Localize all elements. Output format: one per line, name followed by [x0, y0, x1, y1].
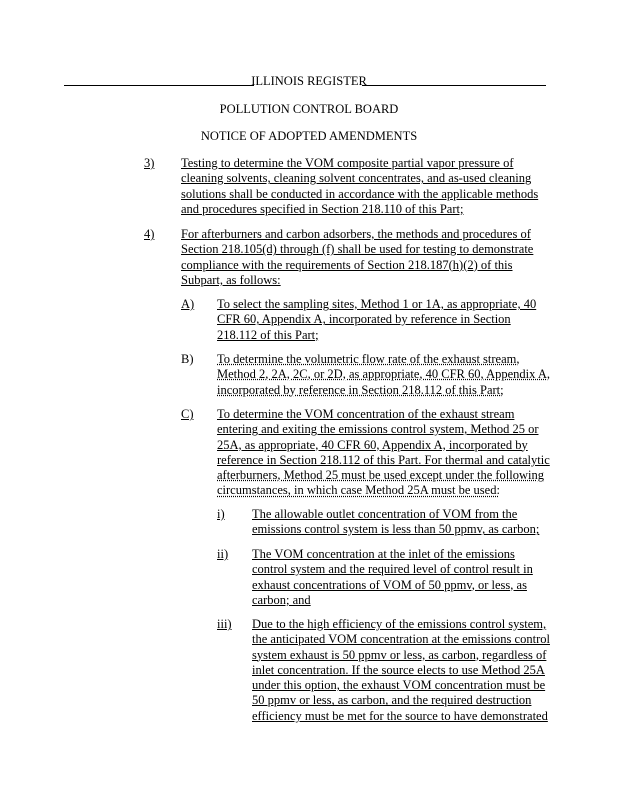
item-4-text	[181, 227, 533, 288]
item-c-line: entering and exiting the emissions control system, Method 25 or	[217, 422, 539, 437]
item-b-line: incorporated by reference in Section 218.112 of this Part;	[217, 382, 504, 397]
item-ii-label: ii)	[217, 547, 229, 561]
item-i-text	[252, 507, 539, 538]
item-a-line: To select the sampling sites, Method 1 or 1A, as appropriate, 40	[217, 297, 537, 311]
item-4-label: 4)	[144, 227, 155, 241]
item-3-line: cleaning solvents, cleaning solvent concentrates, and as-used cleaning	[181, 171, 532, 186]
item-iii-line: efficiency must be met for the source to have demonstrated	[252, 708, 548, 723]
item-4-line: For afterburners and carbon adsorbers, the methods and procedures of	[181, 227, 531, 241]
item-i-line: The allowable outlet concentration of VOM from the	[252, 507, 518, 521]
item-i-label: i)	[217, 507, 225, 521]
item-ii-text	[252, 547, 533, 608]
item-3-line: Testing to determine the VOM composite partial vapor pressure of	[181, 156, 514, 170]
register-title: ILLINOIS REGISTER	[251, 74, 367, 88]
item-a-line: 218.112 of this Part;	[217, 327, 319, 342]
item-c-line: 25A, as appropriate, 40 CFR 60, Appendix A, incorporated by	[217, 437, 528, 452]
item-a-label: A)	[181, 297, 195, 311]
item-4-line: Subpart, as follows:	[181, 272, 281, 287]
item-4-line: Section 218.105(d) through (f) shall be used for testing to demonstrate	[181, 242, 534, 257]
item-c-line: reference in Section 218.112 of this Part. For thermal and catalytic	[217, 452, 550, 467]
item-3-text	[181, 156, 538, 217]
board-title: POLLUTION CONTROL BOARD	[219, 102, 399, 116]
item-b-text	[217, 352, 550, 398]
item-ii-line: The VOM concentration at the inlet of the emissions	[252, 547, 515, 561]
item-a-text	[217, 297, 536, 343]
item-c-line: circumstances, in which case Method 25A must be used:	[217, 483, 500, 498]
item-i-line: emissions control system is less than 50 ppmv, as carbon;	[252, 522, 540, 537]
item-b-line: Method 2, 2A, 2C, or 2D, as appropriate, 40 CFR 60, Appendix A,	[217, 367, 550, 382]
item-c-text	[217, 407, 550, 499]
item-c-line: To determine the VOM concentration of the exhaust stream	[217, 407, 515, 421]
item-iii-line: Due to the high efficiency of the emissions control system,	[252, 617, 547, 631]
item-ii-line: carbon; and	[252, 592, 311, 607]
item-a-line: CFR 60, Appendix A, incorporated by reference in Section	[217, 312, 511, 327]
item-3-line: and procedures specified in Section 218.110 of this Part;	[181, 201, 464, 216]
item-iii-line: inlet concentration. If the source elects to use Method 25A	[252, 662, 545, 677]
item-iii-line: system exhaust is 50 ppmv or less, as carbon, regardless of	[252, 647, 547, 662]
item-ii-line: control system and the required level of control result in	[252, 562, 533, 577]
item-ii-line: exhaust concentrations of VOM of 50 ppmv, or less, as	[252, 577, 527, 592]
item-iii-text	[252, 617, 550, 724]
item-c-line: afterburners, Method 25 must be used except under the following	[217, 468, 544, 483]
item-iii-line: the anticipated VOM concentration at the emissions control	[252, 632, 550, 647]
item-b-line: To determine the volumetric flow rate of the exhaust stream,	[217, 352, 520, 366]
item-3-label: 3)	[144, 156, 155, 170]
item-3-line: solutions shall be conducted in accordance with the applicable methods	[181, 186, 539, 201]
notice-title: NOTICE OF ADOPTED AMENDMENTS	[200, 129, 418, 143]
item-iii-line: 50 ppmv or less, as carbon, and the required destruction	[252, 693, 532, 708]
item-iii-line: under this option, the exhaust VOM concentration must be	[252, 678, 546, 693]
item-iii-label: iii)	[217, 617, 232, 631]
item-c-label: C)	[181, 407, 194, 421]
item-4-line: compliance with the requirements of Section 218.187(h)(2) of this	[181, 257, 513, 272]
item-b-label: B)	[181, 352, 194, 366]
